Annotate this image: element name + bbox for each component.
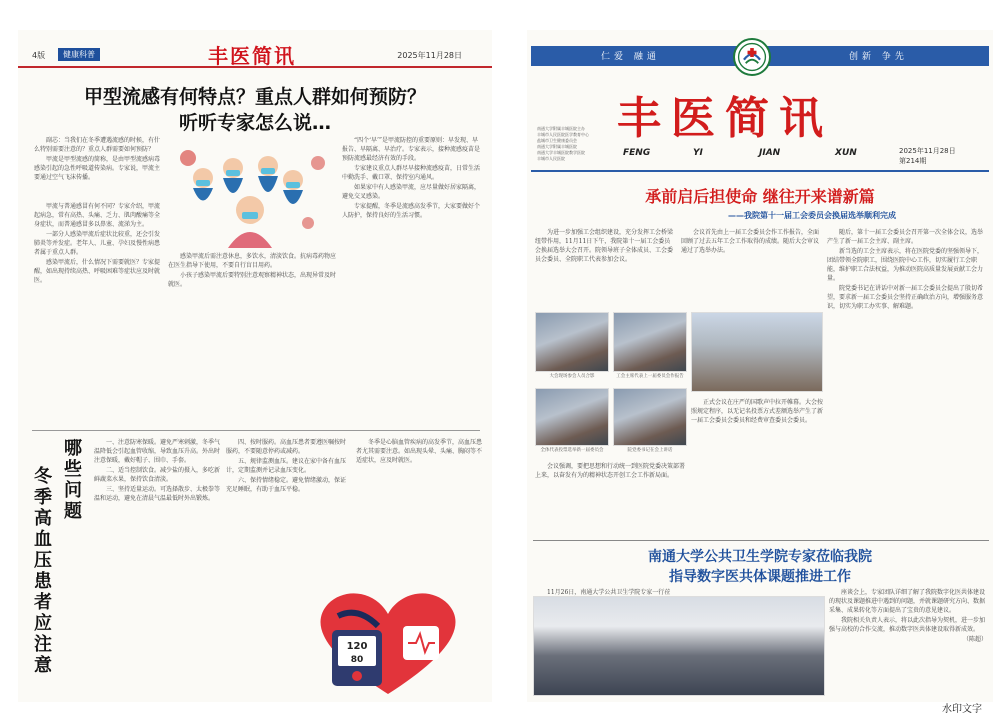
paragraph: 六、保持情绪稳定。避免情绪激动，保证充足睡眠，有助于血压平稳。 bbox=[226, 477, 347, 493]
flu-article-col1 bbox=[34, 136, 164, 198]
flu-article-col1b bbox=[34, 202, 164, 362]
pinyin-feng: FENG bbox=[623, 148, 651, 158]
page-number: 4版 bbox=[32, 51, 46, 60]
union-article-col2b bbox=[691, 398, 823, 538]
paragraph: 新当选的工会主席表示，将在医院党委的坚强领导下，团结带领全院职工，围绕医院中心工作，切实履行工会职能，维护职工合法权益，为推动医院高质量发展贡献工会力量。 bbox=[827, 248, 984, 282]
left-masthead: 丰医简讯 bbox=[208, 44, 296, 68]
hypertension-article-col3 bbox=[356, 438, 482, 588]
paragraph: 一、注意防寒保暖。避免严寒刺激，冬季气温降低会引起血管收缩，导致血压升高。外出时注意保暖，戴好帽子、围巾、手套。 bbox=[94, 439, 221, 464]
left-newspaper-page bbox=[18, 30, 492, 702]
expert-article-col1 bbox=[535, 588, 675, 596]
paragraph: 会议首先由上一届工会委员会作工作报告，全面回顾了过去五年工会工作取得的成绩。随后大会审议通过了选举办法。 bbox=[681, 229, 820, 254]
speech-photo bbox=[613, 388, 687, 446]
paragraph: 二、适当控制饮食。减少盐的摄入，多吃新鲜蔬菜水果，保持饮食清淡。 bbox=[94, 467, 221, 483]
photo-caption: 大会现场参会人员合影 bbox=[549, 374, 595, 379]
expert-visit-headline: 南通大学公共卫生学院专家莅临我院 bbox=[648, 549, 872, 565]
expert-article-col3 bbox=[829, 588, 987, 700]
union-article-col1b bbox=[535, 462, 687, 538]
union-election-subheadline: ——我院第十一届工会委员会换届选举顺利完成 bbox=[728, 211, 896, 220]
sponsor-line: 盐城市卫生健康委员会 bbox=[537, 138, 577, 143]
paragraph: 甲流与普通感冒有何不同？专家介绍，甲流起病急，常有高热、头痛、乏力、肌肉酸痛等全身症状，而普通感冒多以鼻塞、流涕为主。 bbox=[34, 203, 161, 228]
paragraph: 会议强调，要把思想和行动统一到医院党委决策部署上来，以奋发有为的精神状态开创工会工作新局面。 bbox=[535, 463, 686, 479]
flu-illustration bbox=[168, 138, 338, 248]
left-page-header bbox=[18, 40, 492, 68]
union-election-headline: 承前启后担使命 继往开来谱新篇 bbox=[645, 187, 875, 206]
issue-number: 第214期 bbox=[899, 157, 927, 165]
paragraph: 五、规律监测血压。建议在家中备有血压计，定期监测并记录血压变化。 bbox=[226, 458, 347, 474]
paragraph: 正式会议在庄严的国歌声中拉开帷幕。大会按照规定程序，以无记名投票方式差额选举产生了新一届工会委员会委员和经费审查委员会委员。 bbox=[691, 399, 824, 424]
sponsor-line: 丰城市人民医院医学教育中心 bbox=[537, 132, 589, 137]
sponsor-line: 南通大学附属丰城医院主办 bbox=[537, 126, 585, 131]
voting-photo bbox=[535, 388, 609, 446]
slogan-right: 创新 争先 bbox=[849, 52, 908, 62]
pinyin-xun: XUN bbox=[835, 148, 857, 158]
sponsor-line: 南通大学附属丰城医院 bbox=[537, 144, 577, 149]
masthead-rule bbox=[531, 170, 989, 172]
paragraph: 小孩子感染甲流后要特别注意观察精神状态，出现异常及时就医。 bbox=[168, 272, 337, 288]
paragraph: 专家建议重点人群尽早接种流感疫苗，日常生活中勤洗手、戴口罩、保持室内通风。 bbox=[342, 165, 481, 181]
paragraph: 三、坚持适量运动。可选择散步、太极拳等温和运动，避免在清晨气温最低时外出锻炼。 bbox=[94, 486, 221, 502]
expert-meeting-photo bbox=[533, 596, 825, 696]
paragraph: 随后，第十一届工会委员会召开第一次全体会议，选举产生了新一届工会主席、副主席。 bbox=[827, 229, 984, 245]
slogan-left: 仁爱 融通 bbox=[601, 52, 660, 62]
sponsor-list bbox=[537, 126, 617, 162]
paragraph: 感染甲流后需注意休息，多饮水，清淡饮食。抗病毒药物应在医生指导下使用，不要自行盲目用药。 bbox=[168, 253, 337, 269]
paragraph: 如果家中有人感染甲流，应尽量做好居家隔离，避免交叉感染。 bbox=[342, 184, 481, 200]
flu-article-col3 bbox=[342, 136, 482, 364]
paragraph: 为进一步加强工会组织建设，充分发挥工会桥梁纽带作用，11月11日下午，我院第十一届工会委员会换届选举大会召开。院领导班子全体成员、工会委员会委员、全院职工代表参加会议。 bbox=[535, 229, 674, 263]
expert-visit-headline-2: 指导数字医共体课题推进工作 bbox=[669, 569, 851, 585]
sponsor-line: 南通大学丰城医院教学医院 bbox=[537, 150, 585, 155]
systolic-value: 120 bbox=[346, 641, 368, 652]
article-divider bbox=[533, 540, 989, 541]
paragraph: “四个‘早’”是甲流防控的重要原则：早发现、早报告、早隔离、早治疗。专家表示，接种流感疫苗是预防流感最经济有效的手段。 bbox=[342, 137, 481, 162]
flu-article-col2 bbox=[168, 252, 338, 364]
pinyin-jian: JIAN bbox=[759, 148, 781, 158]
hospital-logo-icon bbox=[733, 38, 771, 76]
union-article-col1 bbox=[535, 228, 675, 306]
union-article-col3 bbox=[827, 228, 987, 538]
flu-headline-sub: 听听专家怎么说… bbox=[178, 112, 331, 134]
watermark-text: 水印文字 bbox=[942, 704, 982, 715]
photo-caption: 院党委书记在会上讲话 bbox=[627, 448, 673, 453]
paragraph: 副芯：当我们在冬季遭遇流感的时候，有什么特别需要注意的？重点人群需要如何预防？ bbox=[34, 137, 161, 153]
paragraph: 感染甲流后，什么情况下需要就医？专家提醒，如出现持续高热、呼吸困难等症状应及时就医。 bbox=[34, 259, 161, 284]
hypertension-vertical-subtitle: 哪些问题 bbox=[64, 438, 82, 522]
union-article-col2 bbox=[681, 228, 821, 306]
photo-caption: 工会主席代表上一届委员会作报告 bbox=[616, 374, 684, 379]
paragraph: 四、按时服药。高血压患者要遵医嘱按时服药，不要随意停药或减药。 bbox=[226, 439, 347, 455]
speaker-photo bbox=[613, 312, 687, 372]
paragraph: 专家提醒，冬季是流感高发季节，大家要做好个人防护，保持良好的生活习惯。 bbox=[342, 203, 481, 219]
section-divider bbox=[32, 430, 480, 431]
right-masthead: 丰医简讯 bbox=[617, 93, 833, 144]
paragraph: 座谈会上，专家团队详细了解了我院数字化医共体建设的现状及课题推进中遇到的问题，并就课题研究方向、数据采集、成果转化等方面提出了宝贵的意见建议。 bbox=[829, 589, 986, 614]
section-label: 健康科普 bbox=[58, 48, 100, 61]
conference-hall-photo bbox=[691, 312, 823, 392]
heart-blood-pressure-illustration bbox=[298, 586, 478, 698]
paragraph: 我院相关负责人表示，将以此次指导为契机，进一步加强与高校的合作交流，推动数字医共体建设取得新成效。 bbox=[829, 617, 986, 633]
sponsor-line: 丰城市人民医院 bbox=[537, 156, 565, 161]
flu-headline: 甲型流感有何特点？重点人群如何预防？ bbox=[83, 86, 426, 108]
hypertension-article-col1 bbox=[94, 438, 220, 718]
paragraph: 一部分人感染甲流后症状比较重，还会引发肺炎等并发症。老年人、儿童、孕妇及慢性病患者属于重点人群。 bbox=[34, 231, 161, 256]
issue-date: 2025年11月28日 bbox=[899, 147, 956, 155]
left-date: 2025年11月28日 bbox=[397, 51, 462, 60]
right-newspaper-page bbox=[527, 30, 993, 702]
paragraph: 院党委书记在讲话中对新一届工会委员会提出了殷切希望，要求新一届工会委员会坚持正确政治方向，增强服务意识，切实为职工办实事、解难题。 bbox=[827, 285, 984, 310]
paragraph: 11月26日，南通大学公共卫生学院专家一行莅 bbox=[547, 589, 671, 596]
paragraph: 甲流是甲型流感的简称，是由甲型流感病毒感染引起的急性呼吸道传染病。专家说，甲流主要通过空气飞沫传播。 bbox=[34, 156, 161, 181]
meeting-photo bbox=[535, 312, 609, 372]
hypertension-vertical-title: 冬季高血压患者应注意 bbox=[34, 466, 52, 676]
photo-caption: 全体代表投票选举新一届委员会 bbox=[540, 448, 604, 453]
author-credit: （陈超） bbox=[962, 636, 987, 643]
pinyin-yi: YI bbox=[693, 148, 703, 158]
paragraph: 冬季是心脑血管疾病的高发季节，高血压患者尤其需要注意。如出现头晕、头痛、胸闷等不适症状，应及时就医。 bbox=[356, 439, 483, 464]
diastolic-value: 80 bbox=[350, 655, 364, 665]
